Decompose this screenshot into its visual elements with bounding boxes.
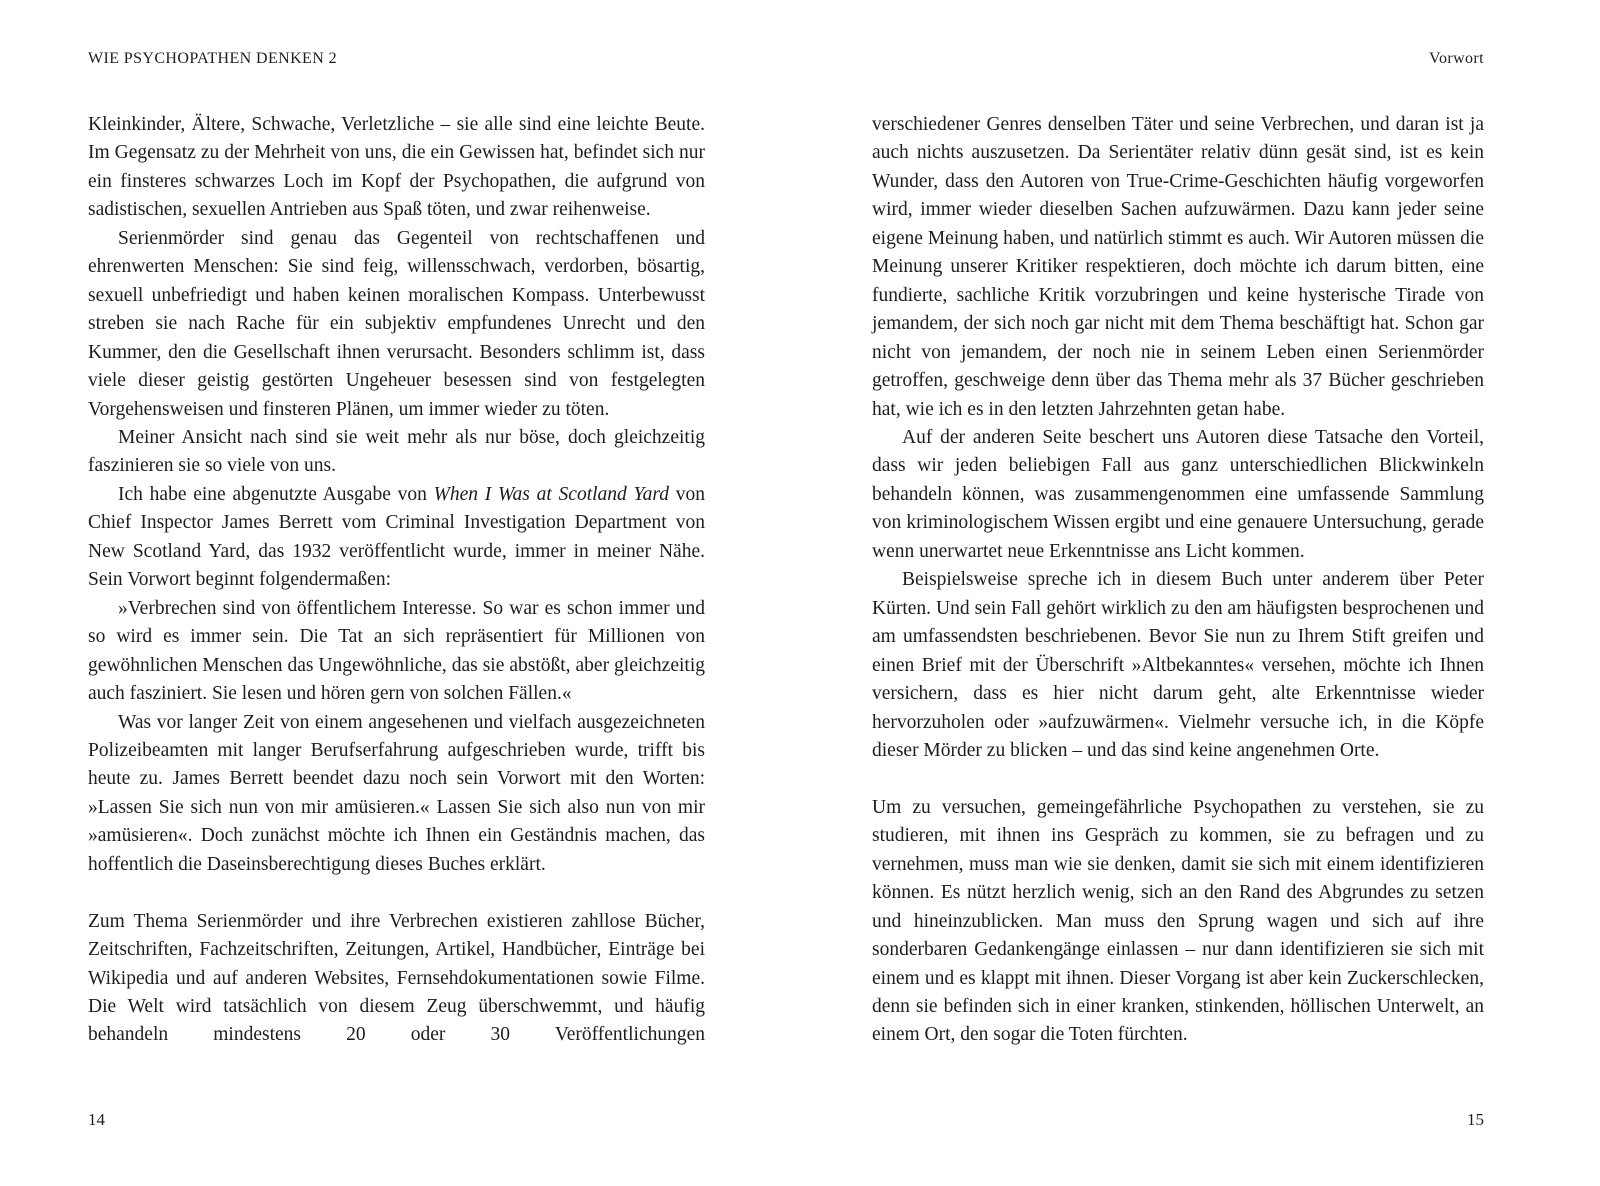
right-page-text bbox=[872, 111, 1484, 1050]
paragraph bbox=[88, 908, 705, 1050]
paragraph bbox=[88, 225, 705, 424]
text-run: verschiedener Genres denselben Täter und seine Verbrechen, und daran ist ja auch nichts auszusetzen. Da Serientäter relativ dünn gesät sind, ist es kein Wunder, dass den Autoren von True-Crime-Geschichten häufig vorgeworfen wird, immer wieder dieselben Sachen aufzuwärmen. Dazu kann jeder seine eigene Meinung haben, und natürlich stimmt es auch. Wir Autoren müssen die Meinung unserer Kritiker respektieren, doch möchte ich darum bitten, eine fundierte, sachliche Kritik vorzubringen und keine hysterische Tirade von jemandem, der sich noch gar nicht mit dem Thema beschäftigt hat. Schon gar nicht von jemandem, der noch nie in seinem Leben einen Serienmörder getroffen, geschweige denn über das Thema mehr als 37 Bücher geschrieben hat, wie ich es in den letzten Jahrzehnten getan habe. bbox=[872, 114, 1484, 420]
paragraph bbox=[872, 424, 1484, 566]
text-run: Ich habe eine abgenutzte Ausgabe von bbox=[118, 483, 434, 505]
text-run: Auf der anderen Seite beschert uns Autoren diese Tatsache den Vorteil, dass wir jeden beliebigen Fall aus ganz unterschiedlichen Blickwinkeln behandeln können, was zusammengenommen eine umfassende Sammlung von kriminologischem Wissen ergibt und eine genauere Untersuchung, gerade wenn unerwartet neue Erkenntnisse ans Licht kommen. bbox=[872, 426, 1484, 562]
left-page-text bbox=[88, 111, 705, 1050]
text-run: »Verbrechen sind von öffentlichem Interesse. So war es schon immer und so wird es immer sein. Die Tat an sich repräsentiert für Millionen von gewöhnlichen Menschen das Ungewöhnliche, das sie abstößt, aber gleichzeitig auch fasziniert. Sie lesen und hören gern von solchen Fällen.« bbox=[88, 597, 705, 705]
page-number-left: 14 bbox=[88, 1110, 105, 1129]
paragraph bbox=[88, 424, 705, 481]
running-header-right: Vorwort bbox=[1429, 50, 1484, 67]
paragraph bbox=[872, 566, 1484, 765]
text-run: Kleinkinder, Ältere, Schwache, Verletzliche – sie alle sind eine leichte Beute. Im Gegensatz zu der Mehrheit von uns, die ein Gewissen hat, befindet sich nur ein finsteres schwarzes Loch im Kopf der Psychopathen, die aufgrund von sadistischen, sexuellen Antrieben aus Spaß töten, und zwar reihenweise. bbox=[88, 114, 705, 221]
text-run: Serienmörder sind genau das Gegenteil von rechtschaffenen und ehrenwerten Menschen: Sie sind feig, willensschwach, verdorben, bösartig, sexuell unbefriedigt und haben keinen moralischen Kompass. Unterbewusst streben sie nach Rache für ein subjektiv empfundenes Unrecht und den Kummer, den die Gesellschaft ihnen verursacht. Besonders schlimm ist, dass viele dieser geistig gestörten Ungeheuer besessen sind von festgelegten Vorgehensweisen und finsteren Plänen, um immer wieder zu töten. bbox=[88, 227, 705, 420]
paragraph bbox=[88, 595, 705, 709]
book-title-italic: When I Was at Scotland Yard bbox=[433, 483, 669, 505]
text-run: Zum Thema Serienmörder und ihre Verbrechen existieren zahllose Bücher, Zeitschriften, Fachzeitschriften, Zeitungen, Artikel, Handbücher, Einträge bei Wikipedia und auf anderen Websites, Fernsehdokumentationen sowie Filme. Die Welt wird tatsächlich von diesem Zeug überschwemmt, und häufig behandeln mindestens 20 oder 30 Veröffentlichungen bbox=[88, 910, 705, 1046]
paragraph bbox=[872, 111, 1484, 424]
text-run: Meiner Ansicht nach sind sie weit mehr als nur böse, doch gleichzeitig faszinieren sie so viele von uns. bbox=[88, 426, 705, 477]
paragraph bbox=[88, 481, 705, 595]
running-header-left: WIE PSYCHOPATHEN DENKEN 2 bbox=[88, 50, 337, 67]
text-run: Um zu versuchen, gemeingefährliche Psychopathen zu verstehen, sie zu studieren, mit ihnen ins Gespräch zu kommen, sie zu befragen und zu vernehmen, muss man wie sie denken, damit sie sich mit einem identifizieren können. Es nützt herzlich wenig, sich an den Rand des Abgrundes zu setzen und hineinzublicken. Man muss den Sprung wagen und sich auf ihre sonderbaren Gedankengänge einlassen – nur dann identifizieren sie sich mit einem und es klappt mit ihnen. Dieser Vorgang ist aber kein Zuckerschlecken, denn sie befinden sich in einer kranken, stinkenden, höllischen Unterwelt, an einem Ort, den sogar die Toten fürchten. bbox=[872, 796, 1484, 1046]
page-number-right: 15 bbox=[1467, 1110, 1484, 1129]
text-run: Was vor langer Zeit von einem angesehenen und vielfach ausgezeichneten Polizeibeamten mit langer Berufserfahrung aufgeschrieben wurde, trifft bis heute zu. James Berrett beendet dazu noch sein Vorwort mit den Worten: »Lassen Sie sich nun von mir amüsieren.« Lassen Sie sich also nun von mir »amüsieren«. Doch zunächst möchte ich Ihnen ein Geständnis machen, das hoffentlich die Daseinsberechtigung dieses Buches erklärt. bbox=[88, 711, 705, 875]
text-run: Beispielsweise spreche ich in diesem Buch unter anderem über Peter Kürten. Und sein Fall gehört wirklich zu den am häufigsten besprochenen und am umfassendsten beschriebenen. Bevor Sie nun zu Ihrem Stift greifen und einen Brief mit der Überschrift »Altbekanntes« versehen, möchte ich Ihnen versichern, dass es hier nicht darum geht, alte Erkenntnisse wieder hervorzuholen oder »aufzuwärmen«. Vielmehr versuche ich, in die Köpfe dieser Mörder zu blicken – und das sind keine angenehmen Orte. bbox=[872, 569, 1484, 761]
text-run: von Chief Inspector James Berrett vom Criminal Investigation Department von New Scotland Yard, das 1932 veröffentlicht wurde, immer in meiner Nähe. Sein Vorwort beginnt folgendermaßen: bbox=[88, 483, 705, 591]
paragraph bbox=[88, 111, 705, 225]
paragraph bbox=[872, 794, 1484, 1050]
paragraph bbox=[88, 709, 705, 880]
